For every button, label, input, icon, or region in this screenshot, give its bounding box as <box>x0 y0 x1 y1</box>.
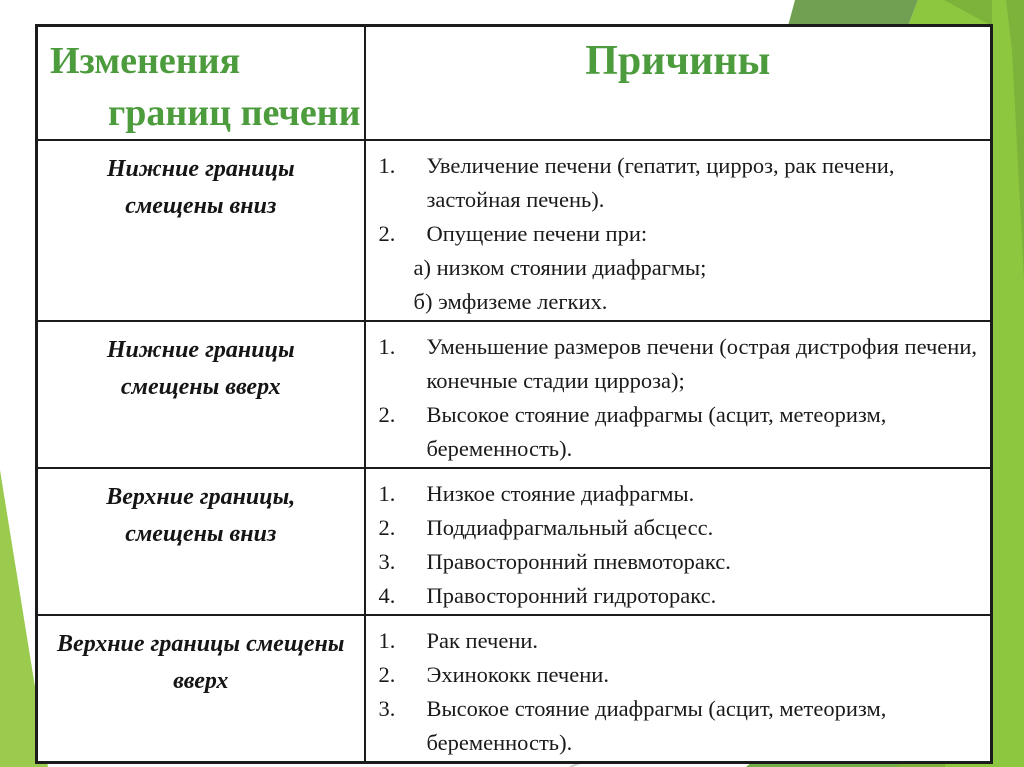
cause-text: Высокое стояние диафрагмы (асцит, метеоризм, беременность). <box>426 696 887 755</box>
cause-subitem: б) эмфиземе легких. <box>413 289 608 314</box>
row-label-cell <box>37 321 365 468</box>
row-causes-cell <box>365 321 992 468</box>
cause-number: 1. <box>378 334 396 359</box>
liver-borders-table <box>35 24 993 764</box>
cause-number: 2. <box>378 662 396 687</box>
header-cell-changes <box>37 26 365 141</box>
cause-text: Низкое стояние диафрагмы. <box>426 481 695 506</box>
cause-text: Опущение печени при: <box>426 221 648 246</box>
row-label-line: Нижние границы <box>106 156 295 182</box>
header-cell-causes: Причины <box>365 26 992 141</box>
cause-number: 3. <box>378 696 396 721</box>
cause-number: 1. <box>378 628 396 653</box>
row-causes-cell <box>365 140 992 321</box>
cause-item <box>367 477 984 511</box>
cause-text: Эхинококк печени. <box>426 662 609 687</box>
cause-text: Рак печени. <box>426 628 539 653</box>
row-label-line: смещены вниз <box>125 521 277 547</box>
cause-text: Высокое стояние диафрагмы (асцит, метеоризм, беременность). <box>426 402 887 461</box>
cause-item <box>367 658 984 692</box>
table-header-row <box>37 26 992 141</box>
table-row <box>37 615 992 763</box>
cause-number: 2. <box>378 402 396 427</box>
top-right-olive-shape <box>788 0 918 26</box>
row-label-line: смещены вверх <box>120 374 281 400</box>
cause-number: 1. <box>378 153 396 178</box>
cause-item <box>367 398 984 466</box>
cause-item <box>367 624 984 658</box>
row-label-line: вверх <box>173 668 229 694</box>
cause-text: Правосторонний пневмоторакс. <box>426 549 731 574</box>
cause-item <box>367 217 984 251</box>
cause-item <box>367 579 984 613</box>
row-label-cell <box>37 140 365 321</box>
cause-item <box>367 511 984 545</box>
header-changes-line2: границ печени <box>108 92 361 134</box>
cause-number: 2. <box>378 221 396 246</box>
cause-subitem: а) низком стоянии диафрагмы; <box>413 255 707 280</box>
row-label-line: Нижние границы <box>106 337 295 363</box>
row-label-cell <box>37 468 365 615</box>
cause-item <box>367 330 984 398</box>
cause-number: 3. <box>378 549 396 574</box>
cause-number: 1. <box>378 481 396 506</box>
row-label-line: Верхние границы смещены <box>57 631 345 657</box>
cause-number: 2. <box>378 515 396 540</box>
header-changes-line1: Изменения <box>50 40 241 82</box>
cause-item <box>367 692 984 760</box>
cause-number: 4. <box>378 583 396 608</box>
table-row <box>37 140 992 321</box>
row-label-line: Верхние границы, <box>106 484 296 510</box>
row-label-cell <box>37 615 365 763</box>
cause-item <box>367 545 984 579</box>
table-row <box>37 468 992 615</box>
cause-item <box>367 149 984 217</box>
row-causes-cell <box>365 615 992 763</box>
cause-text: Увеличение печени (гепатит, цирроз, рак печени, застойная печень). <box>426 153 895 212</box>
cause-text: Уменьшение размеров печени (острая дистрофия печени, конечные стадии цирроза); <box>426 334 978 393</box>
cause-text: Правосторонний гидроторакс. <box>426 583 717 608</box>
cause-text: Поддиафрагмальный абсцесс. <box>426 515 714 540</box>
row-causes-cell <box>365 468 992 615</box>
table-row <box>37 321 992 468</box>
row-label-line: смещены вниз <box>125 193 277 219</box>
